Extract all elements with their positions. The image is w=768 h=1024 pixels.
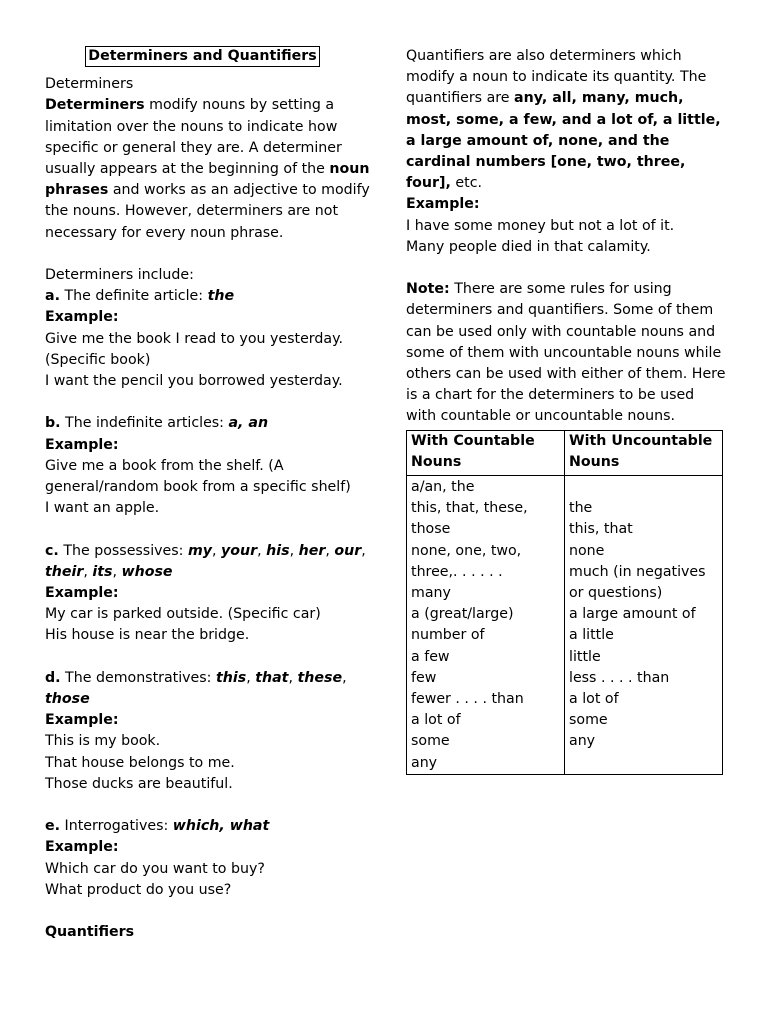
q-intro-end: etc.	[450, 175, 483, 192]
section-a-example-2: I want the pencil you borrowed yesterday.	[45, 373, 343, 390]
section-c-text: The possessives:	[58, 542, 188, 559]
uncountable-cell	[565, 476, 723, 775]
section-d-example-label: Example:	[45, 712, 119, 729]
countable-item: a few	[411, 648, 450, 665]
section-c-item: its	[92, 563, 113, 580]
uncountable-item: some	[569, 712, 608, 729]
uncountable-item: a large amount of	[569, 606, 696, 623]
countable-item: some	[411, 733, 450, 750]
intro-bold-term: Determiners	[45, 97, 145, 114]
uncountable-item: this, that	[569, 521, 633, 538]
sep: ,	[83, 563, 93, 580]
title-wrap	[45, 46, 375, 67]
section-a-letter: a.	[45, 288, 60, 305]
section-b-items: a, an	[228, 415, 269, 432]
countable-item: many	[411, 585, 451, 602]
note-paragraph	[406, 279, 726, 427]
quantifiers-heading: Quantifiers	[45, 924, 135, 941]
countable-item: few	[411, 669, 437, 686]
intro-text-1: modify nouns by setting a limitation over the nouns to indicate how specific or general they are. A determiner usually appears at the beginning of the	[45, 97, 342, 178]
section-c-example-2: His house is near the bridge.	[45, 627, 250, 644]
uncountable-item	[569, 477, 718, 498]
uncountable-item: the	[569, 500, 593, 517]
section-a-items: the	[207, 288, 235, 305]
table-header-row	[407, 430, 723, 475]
determiners-chart-table	[406, 430, 723, 775]
section-e-title	[45, 816, 375, 837]
section-c-item: my	[187, 542, 212, 559]
section-c-title	[45, 541, 375, 583]
sep: ,	[288, 669, 298, 686]
sep: ,	[112, 563, 122, 580]
uncountable-item: any	[569, 733, 596, 750]
countable-item: none, one, two, three,. . . . . .	[411, 542, 522, 580]
section-e-letter: e.	[45, 818, 61, 835]
quantifiers-intro	[406, 46, 726, 194]
section-a-title	[45, 286, 375, 307]
quantifiers-example-1: I have some money but not a lot of it.	[406, 217, 675, 234]
section-d-example-3: Those ducks are beautiful.	[45, 775, 233, 792]
quantifiers-example-label: Example:	[406, 196, 480, 213]
q-intro-bold-list: any, all, many, much, most, some, a few, and a lot of, a little, a large amount of, none, and the cardinal numbers [one, two, three, four],	[406, 90, 721, 192]
section-c-item: our	[334, 542, 362, 559]
section-c-item: their	[45, 563, 84, 580]
section-c-example-label: Example:	[45, 585, 119, 602]
sep: ,	[361, 542, 366, 559]
countable-cell	[407, 476, 565, 775]
section-d-item: that	[255, 669, 289, 686]
sep: ,	[289, 542, 299, 559]
section-d-item: this	[215, 669, 247, 686]
section-b-title	[45, 413, 375, 434]
section-d-item: these	[297, 669, 343, 686]
section-a-example-label: Example:	[45, 309, 119, 326]
right-column	[406, 46, 726, 775]
quantifiers-example-2: Many people died in that calamity.	[406, 238, 651, 255]
section-c-letter: c.	[45, 542, 59, 559]
section-c-item: her	[298, 542, 326, 559]
section-a-example-1: Give me the book I read to you yesterday. (Specific book)	[45, 330, 343, 368]
section-b-example-label: Example:	[45, 436, 119, 453]
countable-item: a/an, the	[411, 479, 475, 496]
table-row	[407, 476, 723, 775]
section-b-example-2: I want an apple.	[45, 500, 160, 517]
countable-item: this, that, these, those	[411, 500, 528, 538]
uncountable-item: less . . . . than	[569, 669, 670, 686]
section-b-text: The indefinite articles:	[60, 415, 229, 432]
section-d-example-1: This is my book.	[45, 733, 161, 750]
uncountable-item: a little	[569, 627, 614, 644]
section-e-items: which, what	[172, 818, 270, 835]
header-uncountable: With Uncountable Nouns	[565, 430, 723, 475]
sep: ,	[342, 669, 347, 686]
section-c-item: whose	[121, 563, 173, 580]
section-c-example-1: My car is parked outside. (Specific car)	[45, 606, 321, 623]
uncountable-item: much (in negatives or questions)	[569, 563, 706, 602]
section-c-item: your	[221, 542, 258, 559]
section-e-text: Interrogatives:	[60, 818, 173, 835]
section-e-example-2: What product do you use?	[45, 881, 232, 898]
sep: ,	[257, 542, 267, 559]
determiners-heading: Determiners	[45, 76, 134, 93]
note-label: Note:	[406, 281, 450, 298]
section-e-example-label: Example:	[45, 839, 119, 856]
section-a-text: The definite article:	[59, 288, 208, 305]
sep: ,	[212, 542, 222, 559]
countable-item: any	[411, 754, 438, 771]
sep: ,	[246, 669, 256, 686]
determiners-include-label: Determiners include:	[45, 267, 194, 284]
section-d-text: The demonstratives:	[60, 669, 216, 686]
section-d-letter: d.	[45, 669, 61, 686]
countable-item: a lot of	[411, 712, 461, 729]
header-countable: With Countable Nouns	[407, 430, 565, 475]
uncountable-item: none	[569, 542, 605, 559]
section-b-letter: b.	[45, 415, 61, 432]
left-column	[45, 46, 375, 943]
q-intro-text: Quantifiers are also determiners which modify a noun to indicate its quantity. The quantifiers are	[406, 48, 707, 107]
section-e-example-1: Which car do you want to buy?	[45, 860, 265, 877]
section-d-title	[45, 668, 375, 710]
section-d-example-2: That house belongs to me.	[45, 754, 235, 771]
countable-item: a (great/large) number of	[411, 606, 514, 644]
uncountable-item: little	[569, 648, 601, 665]
intro-text-2: and works as an adjective to modify the nouns. However, determiners are not necessary for every noun phrase.	[45, 182, 370, 241]
section-b-example-1: Give me a book from the shelf. (A general/random book from a specific shelf)	[45, 457, 351, 496]
determiners-intro	[45, 95, 375, 243]
sep: ,	[325, 542, 335, 559]
note-text: There are some rules for using determiners and quantifiers. Some of them can be used only with countable nouns and some of them with uncountable nouns while others can be used with either of them. Here is a chart for the determiners to be used with countable or uncountable nouns.	[406, 281, 726, 425]
section-d-item: those	[45, 691, 90, 708]
page-title: Determiners and Quantifiers	[85, 46, 319, 67]
uncountable-item: a lot of	[569, 691, 619, 708]
countable-item: fewer . . . . than	[411, 691, 524, 708]
section-c-item: his	[266, 542, 290, 559]
intro-bold-noun-phrases: noun phrases	[45, 161, 370, 199]
